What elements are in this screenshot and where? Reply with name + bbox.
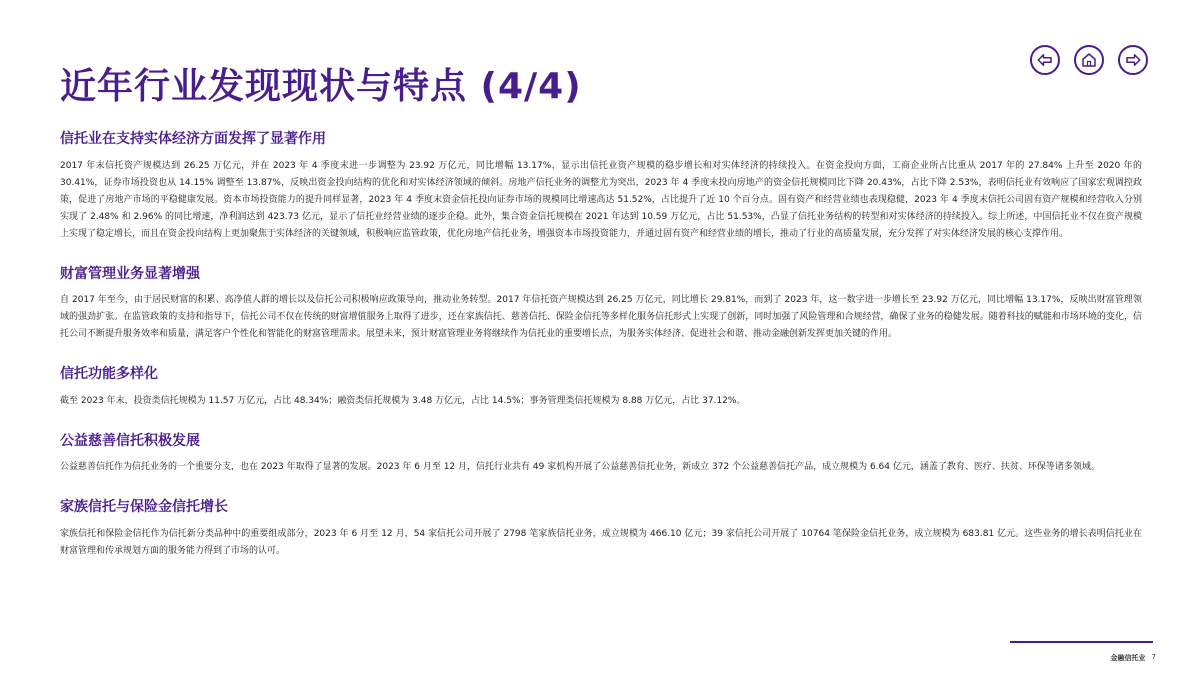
home-icon xyxy=(1080,51,1098,69)
page-number: 7 xyxy=(1151,653,1156,661)
section-body: 2017 年末信托资产规模达到 26.25 万亿元，并在 2023 年 4 季度末进一步调整为 23.92 万亿元，同比增幅 13.17%，显示出信托业资产规模的稳步增长和对实体经济的持续投入。在资金投向方面，工商企业所占比重从 2017 年的 27.84% 上升至 2020 年的 30.41%，证券市场投资也从 14.15% 调整至 13.87%，反映出资金投向结构的优化和对实体经济领域的倾斜。房地产信托业务的调整尤为突出，2023 年 4 季度末投向房地产的资金信托规模同比下降 20.43%，占比下降 2.53%，表明信托业有效响应了国家宏观调控政策，促进了房地产市场的平稳健康发展。资本市场投资能力的提升同样显著，2023 年 4 季度末资金信托投向证券市场的规模同比增速高达 51.52%，占比提升了近 10 个百分点。固有资产和经营业绩也表现稳健，2023 年 4 季度末信托公司固有资产规模和经营收入分别实现了 2.48% 和 2.96% 的同比增速，净利润达到 423.73 亿元，显示了信托业经营业绩的逐步企稳。此外，集合资金信托规模在 2021 年达到 10.59 万亿元，占比 51.53%，凸显了信托业务结构的转型和对实体经济的持续投入。综上所述，中国信托业不仅在资产规模上实现了稳定增长，而且在资金投向结构上更加聚焦于实体经济的关键领域，积极响应监管政策，优化房地产信托业务，增强资本市场投资能力，并通过固有资产和经营业绩的增长，推动了行业的高质量发展，充分发挥了对实体经济发展的核心支撑作用。 xyxy=(60,160,1142,239)
page-footer xyxy=(1111,653,1156,663)
section-trust-functions xyxy=(60,365,1142,410)
footer-brand: 金融信托业 xyxy=(1110,654,1146,662)
section-family-insurance-trust xyxy=(60,498,1142,560)
section-real-economy-support xyxy=(60,130,1142,243)
section-title: 家族信托与保险金信托增长 xyxy=(60,499,228,516)
section-body: 家族信托和保险金信托作为信托新分类品种中的重要组成部分，2023 年 6 月至 12 月，54 家信托公司开展了 2798 笔家族信托业务，成立规模为 466.10 亿元；39 家信托公司开展了 10764 笔保险金信托业务，成立规模为 683.81 亿元。这些业务的增长表明信托业在财富管理和传承规划方面的服务能力得到了市场的认可。 xyxy=(60,528,1142,556)
section-body: 截至 2023 年末，投资类信托规模为 11.57 万亿元，占比 48.34%；融资类信托规模为 3.48 万亿元，占比 14.5%；事务管理类信托规模为 8.88 万亿元，占比 37.12%。 xyxy=(60,395,746,406)
section-title: 公益慈善信托积极发展 xyxy=(60,432,200,449)
back-button[interactable] xyxy=(1030,45,1060,75)
section-title: 信托功能多样化 xyxy=(60,366,158,383)
forward-button[interactable] xyxy=(1118,45,1148,75)
main-content xyxy=(60,130,1142,560)
section-charity-trust xyxy=(60,432,1142,477)
section-title: 财富管理业务显著增强 xyxy=(60,265,200,282)
arrow-left-icon xyxy=(1036,51,1054,69)
home-button[interactable] xyxy=(1074,45,1104,75)
page-title: 近年行业发现现状与特点 (4/4) xyxy=(60,66,582,107)
section-body: 自 2017 年至今，由于居民财富的积累、高净值人群的增长以及信托公司积极响应政策导向，推动业务转型。2017 年信托资产规模达到 26.25 万亿元，同比增长 29.81%，而到了 2023 年，这一数字进一步增长至 23.92 万亿元，同比增幅 13.17%，反映出财富管理领域的强劲扩张。在监管政策的支持和指导下，信托公司不仅在传统的财富增值服务上取得了进步，还在家族信托、慈善信托、保险金信托等多样化服务信托形式上实现了创新，同时加强了风险管理和合规经营，确保了业务的稳健发展。随着科技的赋能和市场环境的变化，信托公司不断提升服务效率和质量，满足客户个性化和智能化的财富管理需求。展望未来，预计财富管理业务将继续作为信托业的重要增长点，为服务实体经济、促进社会和谐、推动金融创新发挥更加关键的作用。 xyxy=(60,295,1142,340)
section-wealth-management xyxy=(60,265,1142,344)
footer-divider xyxy=(1010,641,1153,643)
arrow-right-icon xyxy=(1124,51,1142,69)
section-body: 公益慈善信托作为信托业务的一个重要分支，也在 2023 年取得了显著的发展。2023 年 6 月至 12 月，信托行业共有 49 家机构开展了公益慈善信托业务，新成立 372 个公益慈善信托产品，成立规模为 6.64 亿元，涵盖了教育、医疗、扶贫、环保等诸多领域。 xyxy=(60,462,1100,473)
page-navigation xyxy=(1030,45,1148,75)
section-title: 信托业在支持实体经济方面发挥了显著作用 xyxy=(60,131,326,147)
